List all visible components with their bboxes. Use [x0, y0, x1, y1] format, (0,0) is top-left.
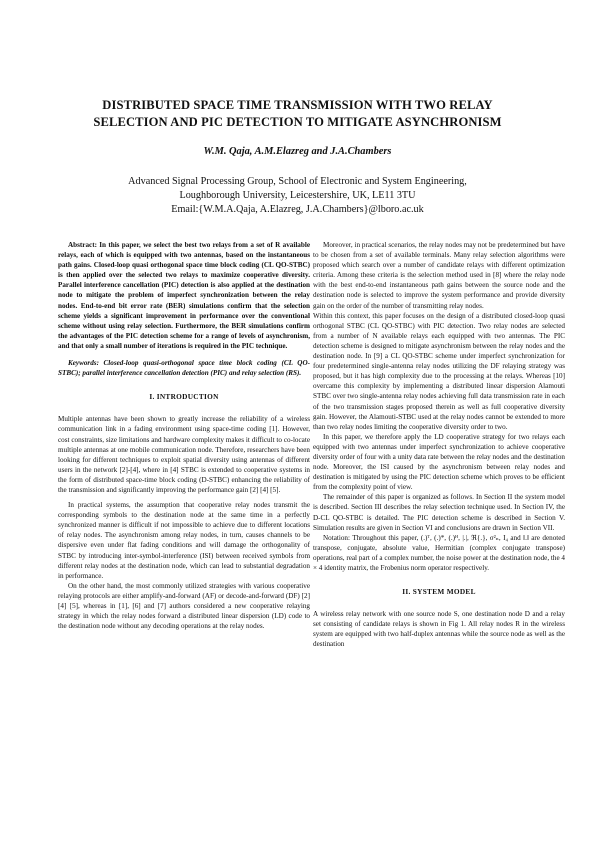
keywords: Keywords: Closed-loop quasi-orthogonal space time block coding (CL QO-STBC); parallel interference cancellation detection (PIC) and relay selection (RS).: [58, 359, 310, 378]
affiliation-line-1: Advanced Signal Processing Group, School of Electronic and System Engineering,: [128, 176, 467, 187]
title-line-1: DISTRIBUTED SPACE TIME TRANSMISSION WITH TWO RELAY: [102, 98, 493, 112]
right-paragraph-1: Moreover, in practical scenarios, the relay nodes may not be predetermined but have to be chosen from a set of available terminals. Many relay selection algorithms were proposed which search over a number of candidate relays with different optimization criteria. Among these criteria is the selection method used in [8] where the relay node with the best end-to-end instantaneous path gains between the source node and the destination node is selected to improve the system performance and provide diversity gain on the order of the number of transmitting relay nodes.: [313, 241, 565, 310]
left-column: [58, 240, 310, 631]
email-line: Email:{W.M.A.Qaja, A.Elazreg, J.A.Chambers}@lboro.ac.uk: [171, 204, 424, 216]
system-model-paragraph: A wireless relay network with one source node S, one destination node D and a relay set consisting of candidate relays is shown in Fig 1. All relay nodes R in the wireless system are equipped with two half-duplex antennas while the source node as well as the destination: [313, 610, 565, 649]
right-paragraph-2: Within this context, this paper focuses on the design of a distributed closed-loop quasi orthogonal STBC (CL QO-STBC) with PIC detection. Two relay nodes are selected from a number of N available relays each equipped with two antennas. The PIC detection scheme is designed to mitigate asynchronism between the relay nodes and the destination node. In [9] a CL QO-STBC scheme under imperfect synchronization for four predetermined single-antenna relay nodes utilizing the DF relaying strategy was proposed, but it has high complexity due to the processing at the relays. Whereas [10] overcame this complexity by implementing a distributed linear dispersion Alamouti STBC over two single-antenna relay nodes achieving full data transmission rate in each of the two transmission stages proposed therein as well as full cooperative diversity gain. However, the Alamouti-STBC used at the relay nodes cannot be extended to more than two relay nodes limiting the cooperative diversity order to two.: [313, 311, 565, 431]
affiliation: [40, 175, 555, 218]
right-paragraph-4: The remainder of this paper is organized as follows. In Section II the system model is described. Section III describes the relay selection technique used. In Section IV, the D-CL QO-STBC is detailed. The PIC detection scheme is described in Section V. Simulation results are given in Section VI and conclusions are drawn in Section VII.: [313, 493, 565, 532]
title-line-2: SELECTION AND PIC DETECTION TO MITIGATE ASYNCHRONISM: [93, 115, 502, 129]
right-paragraph-3: In this paper, we therefore apply the LD cooperative strategy for two relays each equipped with two antennas under imperfect synchronization to achieve cooperative diversity order of four with a unity data rate between the relay nodes and the destination node. Moreover, the ISI caused by the asynchronism between relay nodes and destination is mitigated by using the PIC detection scheme which proves to be efficient from the complexity point of view.: [313, 432, 565, 492]
intro-paragraph-2: In practical systems, the assumption that cooperative relay nodes transmit the corresponding symbols to the destination node at the same time in a perfectly synchronized manner is difficult if not impossible to achieve due to different locations of relay nodes. The asynchronism among relay nodes, in turn, causes channels to be dispersive even under flat fading conditions and will damage the orthogonality of STBC by introducing inter-symbol-interference (ISI) between received symbols from different relay nodes at the destination node, which can lead to substantial degradation in performance.: [58, 501, 310, 580]
right-column: [313, 240, 565, 650]
intro-paragraph-3: On the other hand, the most commonly utilized strategies with various cooperative relaying protocols are either amplify-and-forward (AF) or decode-and-forward (DF) [2] [4] [5], whereas in [1], [6] and [7] authors considered a new cooperative relaying strategy in which the relay nodes forward a distributed linear dispersion (LD) code to the destination node without any decoding operations at the relay nodes.: [58, 581, 310, 631]
section-heading-system-model: II. SYSTEM MODEL: [402, 587, 476, 597]
abstract: Abstract: In this paper, we select the best two relays from a set of R available relays, each of which is equipped with two antennas, based on the instantaneous path gains. Closed-loop quasi orthogonal space time block coding (CL QO-STBC) is then applied over the selected two relays to maximize cooperative diversity. Parallel interference cancellation (PIC) detection is also applied at the destination node to mitigate the problem of imperfect synchronization between the relay nodes. End-to-end bit error rate (BER) simulations confirm that the selection scheme yields a significant improvement in performance over the conventional scheme without using relay selection. Furthermore, the BER simulations confirm the advantages of the PIC detection scheme for a range of levels of asynchronism, and that only a small number of iterations is required in the PIC technique.: [58, 241, 310, 350]
intro-paragraph-1: Multiple antennas have been shown to greatly increase the reliability of a wireless communication link in a fading environment using space-time coding [1]. However, cost constraints, size limitations and hardware complexity makes it difficult to co-locate multiple antennas at one mobile communication node. Therefore, researchers have been looking for different techniques to exploit spatial diversity using antennas of different users in the network [2]-[4], where in [4] STBC is extended to cooperative systems in the form of distributed space-time block coding (D-STBC) enhancing the reliability of the transmission and significantly improving the performance gain [2] [4] [5].: [58, 415, 310, 494]
affiliation-line-2: Loughborough University, Leicestershire, UK, LE11 3TU: [179, 190, 416, 202]
section-heading-introduction: I. INTRODUCTION: [149, 392, 219, 402]
paper-title: [40, 97, 555, 131]
authors: W.M. Qaja, A.M.Elazreg and J.A.Chambers: [203, 146, 392, 157]
notation-paragraph: Notation: Throughout this paper, (.)ᵀ, (.)*, (.)ᴴ, |.|, ℜ{.}, σ²ₙ, I₄ and ‖.‖ are denoted transpose, conjugate, absolute value, Hermitian (complex conjugate transpose) operations, real part of a complex number, the noise power at the destination node, the 4 × 4 identity matrix, the Frobenius norm operator respectively.: [313, 533, 565, 572]
